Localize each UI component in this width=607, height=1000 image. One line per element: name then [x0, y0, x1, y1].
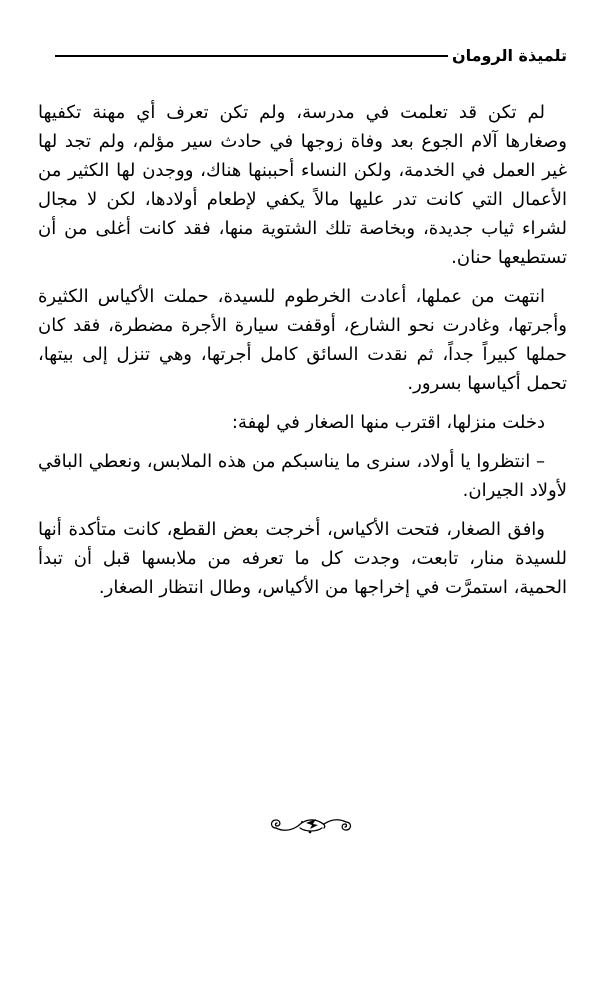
header-title: تلميذة الرومان	[451, 45, 567, 65]
paragraph-2: انتهت من عملها، أعادت الخرطوم للسيدة، حملت الأكياس الكثيرة وأجرتها، وغادرت نحو الشارع، أوقفت سيارة الأجرة مضطرة، فقد كان حملها كبيراً جداً، ثم نقدت السائق كامل أجرتها، وهي تنزل إلى بيتها، تحمل أكياسها بسرور.	[38, 286, 567, 394]
paragraph-1: لم تكن قد تعلمت في مدرسة، ولم تكن تعرف أي مهنة تكفيها وصغارها آلام الجوع بعد وفاة زوجها في حادث سير مؤلم، ولم تجد لها غير العمل في الخدمة، ولكن النساء أحببنها هناك، ووجدن لها الكثير من الأعمال التي كانت تدر عليها مالاً يكفي لإطعام أولادها، لكن لا مجال لشراء ثياب جديدة، وبخاصة تلك الشتوية منها، فقد كانت أغلى من أن تستطيعها حنان.	[38, 102, 567, 268]
running-header	[55, 40, 567, 70]
header-rule	[55, 55, 448, 57]
paragraph-5: وافق الصغار، فتحت الأكياس، أخرجت بعض القطع، كانت متأكدة أنها للسيدة منار، تابعت، وجدت كل ما تعرفه من ملابسها قبل أن تبدأ الحمية، استمرَّت في إخراجها من الأكياس، وطال انتظار الصغار.	[38, 519, 567, 598]
floral-ornament-icon	[266, 808, 356, 844]
paragraph-3: دخلت منزلها، اقترب منها الصغار في لهفة:	[231, 412, 545, 433]
paragraph-4: – انتظروا يا أولاد، سنرى ما يناسبكم من هذه الملابس، ونعطي الباقي لأولاد الجيران.	[38, 451, 567, 501]
body-text	[38, 98, 567, 612]
